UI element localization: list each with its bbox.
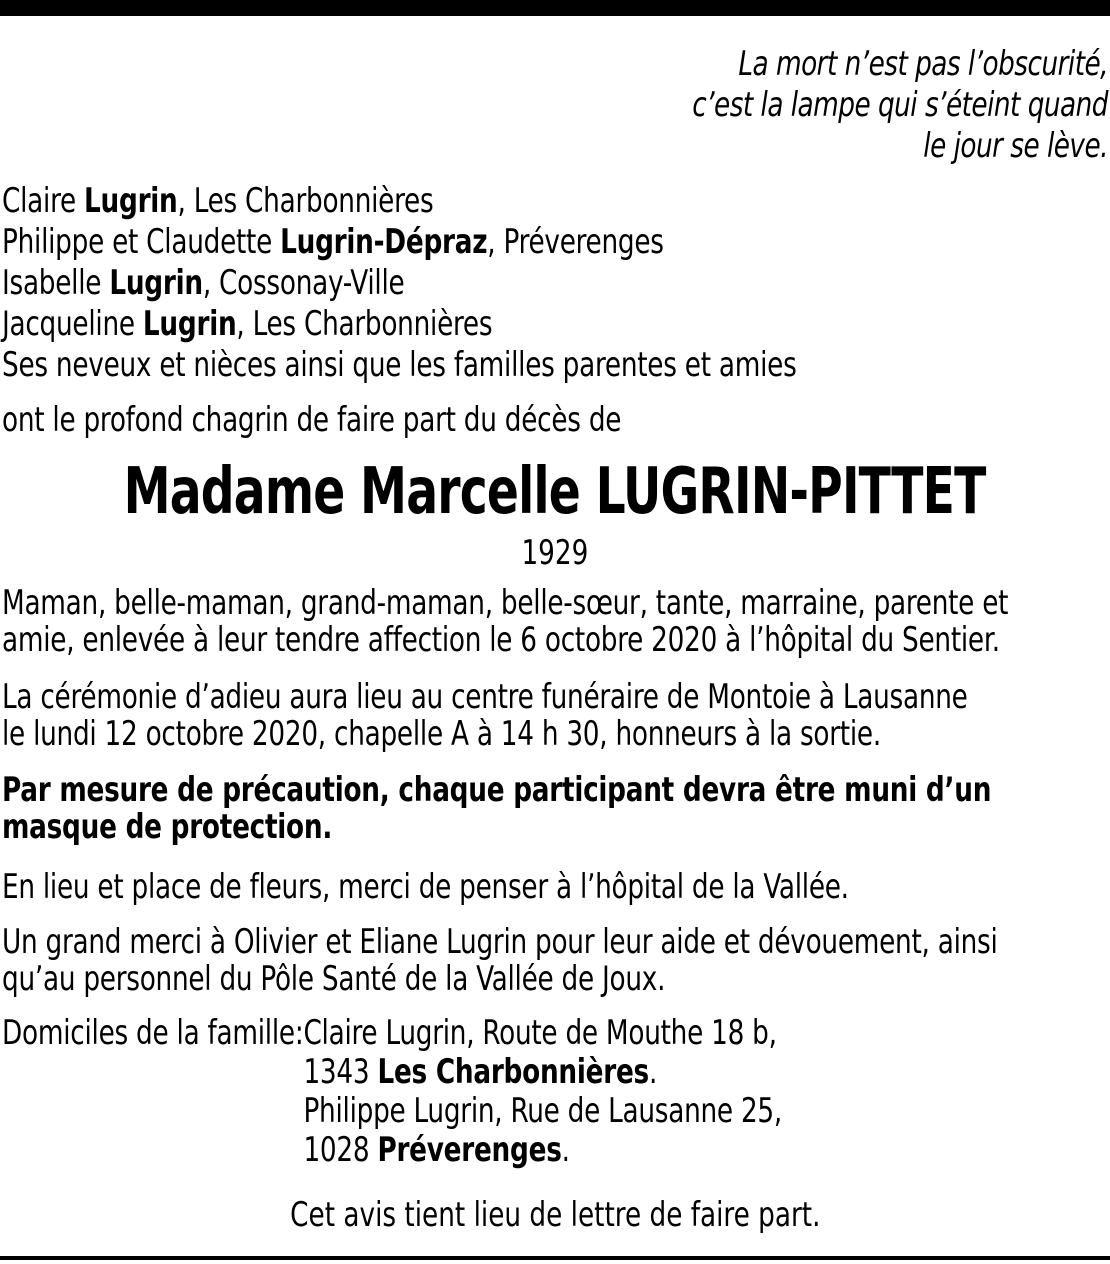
- family-list: [2, 181, 797, 386]
- ceremony-paragraph: La cérémonie d’adieu aura lieu au centre funéraire de Montoie à Lausanne le lundi 12 octobre 2020, chapelle A à 14 h 30, honneurs à la sortie.: [2, 677, 968, 754]
- description-paragraph: Maman, belle-maman, grand-maman, belle-sœur, tante, marraine, parente et amie, enlevée à leur tendre affection le 6 octobre 2020 à l’hôpital du Sentier.: [2, 583, 1009, 660]
- mask-notice: Par mesure de précaution, chaque participant devra être muni d’un masque de protection.: [2, 770, 992, 847]
- quote-line: le jour se lève.: [923, 126, 1108, 166]
- epigraph-quote: [506, 44, 1108, 167]
- bottom-rule: [0, 1256, 1110, 1260]
- quote-line: c’est la lampe qui s’éteint quand: [692, 85, 1108, 125]
- thanks-paragraph: Un grand merci à Olivier et Eliane Lugrin pour leur aide et dévouement, ainsi qu’au personnel du Pôle Santé de la Vallée de Joux.: [2, 922, 998, 999]
- closing-line: Cet avis tient lieu de lettre de faire part.: [289, 1195, 821, 1235]
- flowers-note: En lieu et place de fleurs, merci de penser à l’hôpital de la Vallée.: [2, 867, 849, 907]
- family-member: Claire Lugrin, Les Charbonnières: [2, 181, 434, 221]
- family-member: Jacqueline Lugrin, Les Charbonnières: [2, 304, 493, 344]
- intro-line: ont le profond chagrin de faire part du décès de: [2, 400, 622, 440]
- family-domiciles: [2, 1014, 782, 1170]
- family-member: Philippe et Claudette Lugrin-Dépraz, Préverenges: [2, 222, 664, 262]
- deceased-name: Madame Marcelle LUGRIN-PITTET: [124, 455, 986, 529]
- relatives-line: Ses neveux et nièces ainsi que les familles parentes et amies: [2, 345, 797, 385]
- quote-line: La mort n’est pas l’obscurité,: [738, 44, 1108, 84]
- domiciles-label: Domiciles de la famille:: [2, 1013, 304, 1053]
- birth-year: 1929: [521, 533, 589, 573]
- domiciles-addresses: Claire Lugrin, Route de Mouthe 18 b, 1343 Les Charbonnières. Philippe Lugrin, Rue de Lausanne 25, 1028 Préverenges.: [303, 1013, 783, 1170]
- family-member: Isabelle Lugrin, Cossonay-Ville: [2, 263, 405, 303]
